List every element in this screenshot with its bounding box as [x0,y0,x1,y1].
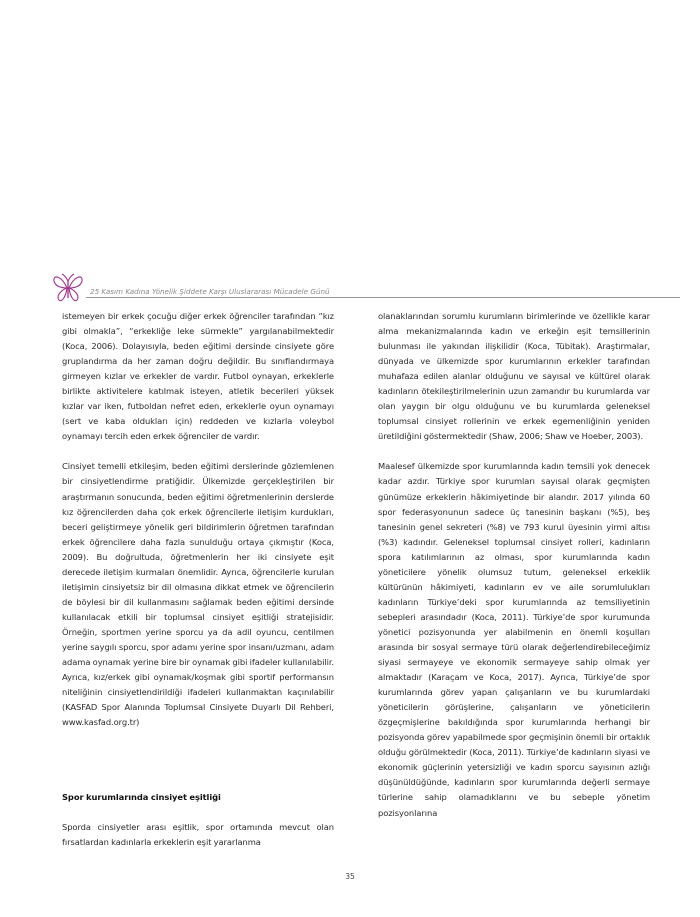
paragraph-spacer [378,444,650,459]
page-header [50,272,680,304]
page-number: 35 [345,872,355,881]
left-paragraph-1: istemeyen bir erkek çocuğu diğer erkek öğrenciler tarafından “kız gibi olmakla”, “erkekliğe leke sürmekle” yargılanabilmektedir (Koca, 2006). Dolayısıyla, beden eğitimi dersinde cinsiyete göre gruplandırma da her zaman doğru değildir. Bu sınıflandırmaya girmeyen kızlar ve erkekler de vardır. Futbol oynayan, erkeklerle birlikte aktivitelere katılmak isteyen, atletik becerileri yüksek kızlar var iken, futboldan nefret eden, erkeklerle oyun oynamayı (sert ve kaba oldukları için) reddeden ve kızlarla voleybol oynamayı tercih eden erkek öğrenciler de vardır. [62,311,334,442]
header-title: 25 Kasım Kadına Yönelik Şiddete Karşı Uluslararası Mücadele Günü [90,287,330,296]
section-heading: Spor kurumlarında cinsiyet eşitliği [62,792,221,803]
right-paragraph-2: Maalesef ülkemizde spor kurumlarında kadın temsili yok denecek kadar azdır. Türkiye spor kurumları sayısal olarak geçmişten günümüze erkeklerin hâkimiyetinde bir alandır. 2017 yılında 60 spor federasyonunun sadece üç tanesinin başkanı (%5), beş tanesinin genel sekreteri (%8) ve 793 kurul üyesinin yirmi altısı (%3) kadındır. Geleneksel toplumsal cinsiyet rolleri, kadınların spora katılımlarının az olması, spor kurumlarında kadın yöneticilere yönelik olumsuz tutum, geleneksel erkeklik kültürünün hâkimiyeti, kadınların ev ve aile sorumlulukları kadınların Türkiye’deki spor kurumlarında az temsiliyetinin sebepleri arasındadır (Koca, 2011). Türkiye’de spor kurumunda yönetici pozisyonunda yer alabilmenin en önemli koşulları arasında bir sosyal sermaye türü olarak değerlendirebileceğimiz siyasi sermayeye ve ekonomik sermayeye sahip olmak yer almaktadır (Karaçam ve Koca, 2017). Ayrıca, Türkiye’de spor kurumlarında görev yapan çalışanların ve bu kurumlardaki yöneticilerin görüşlerine, çalışanların ve yöneticilerin özgeçmişlerine bakıldığında spor kurumlarında herhangi bir pozisyonda görev yapabilmede spor geçmişinin önemli bir ortaklık olduğu görülmektedir (Koca, 2011). Türkiye’de kadınların siyasi ve ekonomik güçlerinin yetersizliği ve kadın sporcu sayısının azlığı düşünüldüğünde, kadınların spor kurumlarında değerli sermaye türlerine sahip olamadıklarını ve bu sebeple yönetim pozisyonlarına [378,461,650,818]
left-paragraph-3: Sporda cinsiyetler arası eşitlik, spor ortamında mevcut olan fırsatlardan kadınlarla erkeklerin eşit yararlanma [62,822,334,848]
heading-spacer [62,805,334,820]
right-paragraph-1: olanaklarından sorumlu kurumların birimlerinde ve özellikle karar alma mekanizmalarında kadın ve erkeğin eşit temsillerinin bulunması ile yakından ilişkilidir (Koca, Tübitak). Araştırmalar, dünyada ve ülkemizde spor kurumlarının erkekler tarafından muhafaza edilen alanlar olduğunu ve sayısal ve kültürel olarak kadınların ötekileştirilmelerinin uzun zamandır bu kurumlarda var olan yaygın bir olgu olduğunu ve bu kurumlarda geleneksel toplumsal cinsiyet rollerinin ve erkek egemenliğinin yeniden üretildiğini göstermektedir (Shaw, 2006; Shaw ve Hoeber, 2003). [378,311,650,442]
section-spacer [62,730,334,790]
left-column [62,309,334,850]
paragraph-spacer [62,444,334,459]
right-column [378,309,650,821]
left-paragraph-2: Cinsiyet temelli etkileşim, beden eğitimi derslerinde gözlemlenen bir cinsiyetlendirme pratiğidir. Ülkemizde gerçekleştirilen bir araştırmanın sonucunda, beden eğitimi öğretmenlerinin derslerde kız öğrencilerden daha çok erkek öğrencilerle iletişim kurdukları, beceri geliştirmeye yönelik geri bildirimlerin öğretmen tarafından erkek öğrencilere daha fazla sunulduğu ortaya çıkmıştır (Koca, 2009). Bu doğrultuda, öğretmenlerin her iki cinsiyete eşit derecede iletişim kurmaları önemlidir. Ayrıca, öğrencilerle kurulan iletişimin cinsiyetsiz bir dil olmasına dikkat etmek ve öğrencilerin de böylesi bir dil kullanmasını sağlamak beden eğitimi dersinde kullanılacak etkili bir toplumsal cinsiyet eşitliği stratejisidir. Örneğin, sportmen yerine sporcu ya da adil oyuncu, centilmen yerine saygılı sporcu, spor adamı yerine spor insanı/uzmanı, adam adama oynamak yerine bire bir oynamak gibi ifadeler kullanılabilir. Ayrıca, kız/erkek gibi oynamak/koşmak gibi sportif performansın niteliğinin cinsiyetlendirildiği ifadeleri kullanmaktan kaçınılabilir (KASFAD Spor Alanında Toplumsal Cinsiyete Duyarlı Dil Rehberi, www.kasfad.org.tr) [62,461,334,728]
butterfly-icon [50,272,86,304]
header-divider [86,297,680,298]
